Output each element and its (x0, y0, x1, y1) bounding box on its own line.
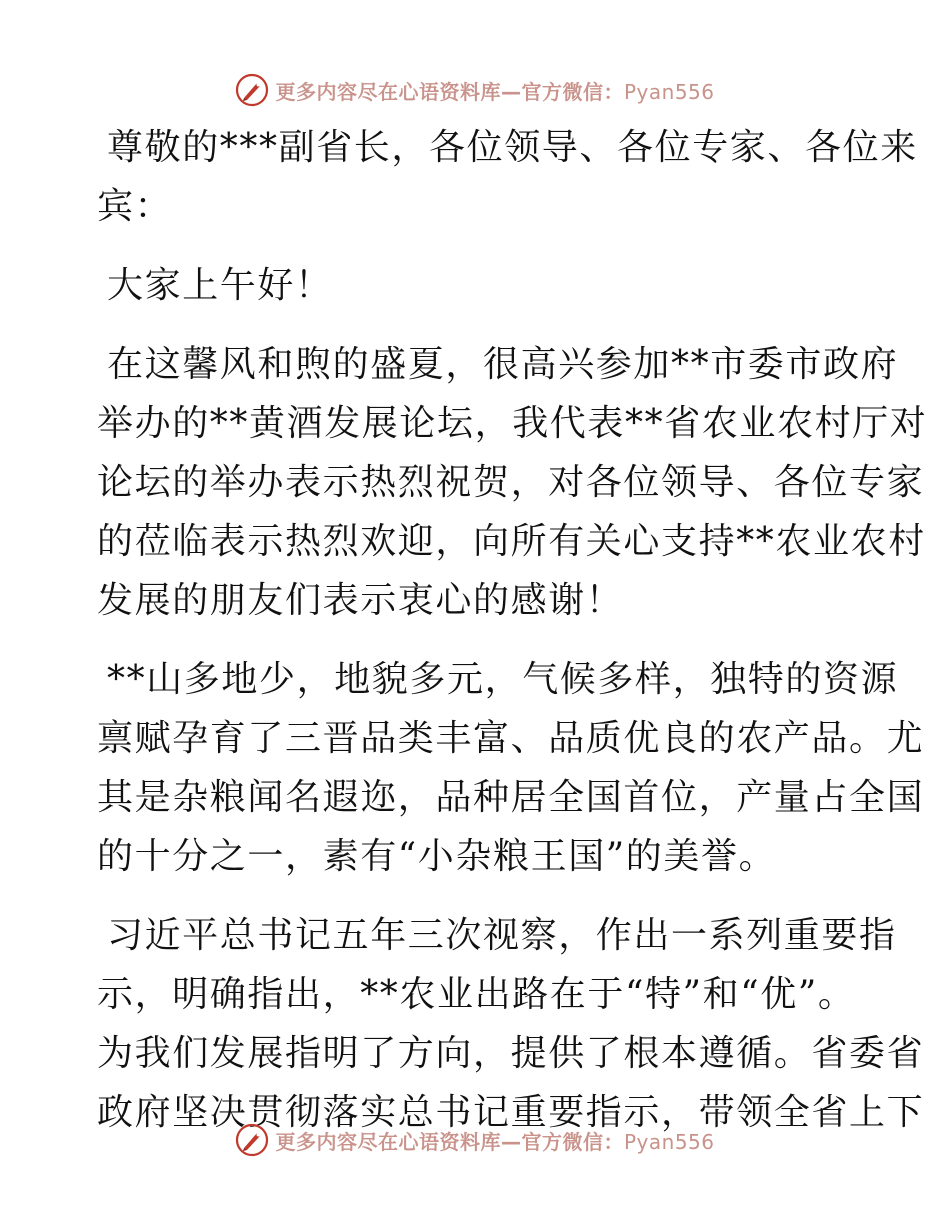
footer-watermark (0, 1120, 950, 1160)
text-line: 论坛的举办表示热烈祝贺，对各位领导、各位专家 (97, 462, 925, 503)
paragraph (97, 256, 857, 315)
text-line: 举办的**黄酒发展论坛，我代表**省农业农村厅对 (97, 403, 928, 444)
text-line: 禀赋孕育了三晋品类丰富、品质优良的农产品。尤 (97, 718, 925, 759)
text-line: 其是杂粮闻名遐迩，品种居全国首位，产量占全国 (97, 777, 925, 818)
paragraph (97, 118, 918, 236)
text-line: 示，明确指出，**农业出路在于“特”和“优”。 (97, 974, 856, 1015)
text-line: 为我们发展指明了方向，提供了根本遵循。省委省 (97, 1033, 925, 1074)
text-line: 发展的朋友们表示衷心的感谢！ (97, 580, 624, 621)
paragraph (97, 650, 925, 886)
text-line: 大家上午好！ (107, 265, 333, 306)
paragraph (97, 335, 928, 630)
pen-circle-logo-icon (235, 73, 269, 107)
watermark-text: 更多内容尽在心语资料库—官方微信：Pyan556 (275, 79, 715, 104)
text-line: 在这馨风和煦的盛夏，很高兴参加**市委市政府 (107, 344, 899, 385)
document-body (97, 118, 928, 1162)
text-line: 习近平总书记五年三次视察，作出一系列重要指 (107, 915, 897, 956)
pen-circle-logo-icon (235, 1123, 269, 1157)
text-line: 的莅临表示热烈欢迎，向所有关心支持**农业农村 (97, 521, 926, 562)
text-line: 的十分之一，素有“小杂粮王国”的美誉。 (97, 836, 777, 877)
watermark-text: 更多内容尽在心语资料库—官方微信：Pyan556 (275, 1129, 715, 1154)
header-watermark (0, 70, 950, 110)
text-line: 政府坚决贯彻落实总书记重要指示，带领全省上下 (97, 1092, 925, 1133)
text-line: 尊敬的***副省长，各位领导、各位专家、各位来 (107, 127, 918, 168)
text-line: 宾： (97, 186, 173, 227)
text-line: **山多地少，地貌多元，气候多样，独特的资源 (107, 659, 899, 700)
paragraph (97, 906, 925, 1142)
